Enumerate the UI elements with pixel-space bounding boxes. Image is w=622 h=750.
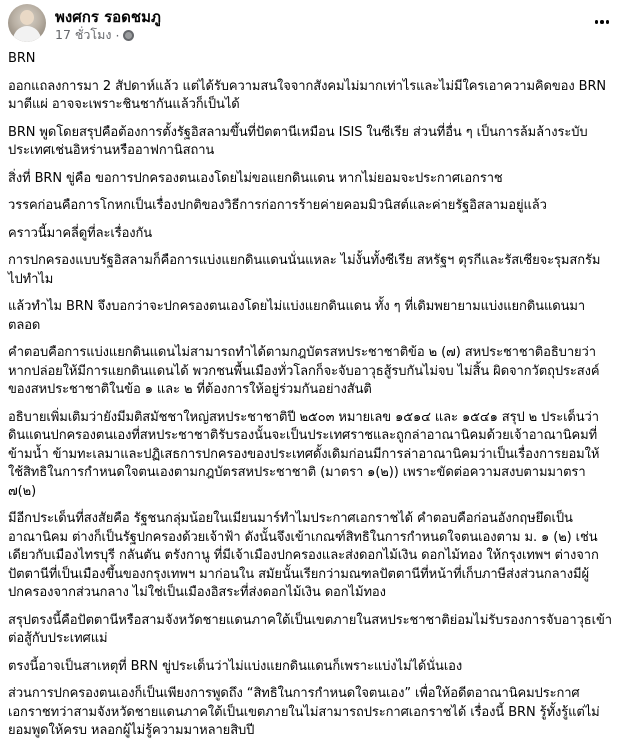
post-paragraph: คำตอบคือการแบ่งแยกดินแดนไม่สามารถทำได้ตามกฎบัตรสหประชาชาติข้อ ๒ (๗) สหประชาชาติอธิบายว่าหากปล่อยให้มีการแยกดินแดนได้ พวกชนพื้นเมืองทั่วโลกก็จะจับอาวุธสู้รบกันไม่จบ ไม่สิ้น ผิดจากวัตถุประสงค์ของสหประชาชาติในข้อ ๑ และ ๒ ที่ต้องการให้อยู่ร่วมกันอย่างสันติ	[8, 345, 600, 397]
avatar-body	[13, 26, 41, 42]
post-paragraph: วรรคก่อนคือการโกหกเป็นเรื่องปกติของวิธีการก่อการร้ายค่ายคอมมิวนิสต์และค่ายรัฐอิสลามอยู่แล้ว	[8, 198, 547, 213]
post-paragraph: BRN พูดโดยสรุปคือต้องการตั้งรัฐอิสลามขึ้นที่ปัตตานีเหมือน ISIS ในซีเรีย ส่วนที่อื่น ๆ เป็นการล้มล้างระบับประเทศเช่นอิหร่านหรืออาฟกานิสถาน	[8, 124, 588, 158]
post-timestamp[interactable]: 17 ชั่วโมง	[55, 27, 112, 42]
post-paragraph: มีอีกประเด็นที่สงสัยคือ รัฐชนกลุ่มน้อยในเมียนมาร์ทำไมประกาศเอกราชได้ คำตอบคือก่อนอังกฤษยึดเป็นอาณานิคม ต่างก็เป็นรัฐปกครองด้วยเจ้าฟ้า ดังนั้นจึงเข้าเกณฑ์สิทธิในการกำหนดใจตนเองตาม ม. ๑ (๒) เช่นเดียวกับเมืองไทรบุรี กลันตัน ตรังกานู ที่มีเจ้าเมืองปกครองและส่งดอกไม้เงิน ดอกไม้ทอง ให้กรุงเทพฯ ต่างจากปัตตานีที่เป็นเมืองขึ้นของกรุงเทพฯ มาก่อนใน สมัยนั้นเรียกว่ามณฑลปัตตานีที่หน้าที่เก็บภาษีส่งส่วนกลางมีผู้ปกครองจากส่วนกลาง ไม่ใช่เป็นเมืองอิสระที่ส่งดอกไม้เงิน ดอกไม้ทอง	[8, 511, 599, 600]
post-paragraph: BRN	[8, 51, 36, 66]
post-paragraph: คราวนี้มาคลี่ดูที่ละเรื่องกัน	[8, 225, 153, 241]
more-dot	[606, 20, 610, 24]
post-body	[8, 50, 614, 750]
post-meta	[55, 25, 134, 45]
post-paragraph: การปกครองแบบรัฐอิสลามก็คือการแบ่งแยกดินแดนนั่นแหละ ไม่งั้นทั้งซีเรีย สหรัฐฯ ตุรกีและรัสเซียจะรุมสกรัมไปทำไม	[8, 253, 601, 287]
more-dot	[600, 20, 604, 24]
post-paragraph: สิ่งที่ BRN ขู่คือ ขอการปกครองตนเองโดยไม่ขอแยกดินแดน หากไม่ยอมจะประกาศเอกราช	[8, 170, 503, 186]
post-paragraph: แล้วทำไม BRN จึงบอกว่าจะปกครองตนเองโดยไม่แบ่งแยกดินแดน ทั้ง ๆ ที่เดิมพยายามแบ่งแยกดินแดนมาตลอด	[8, 299, 586, 333]
globe-icon	[123, 30, 134, 41]
author-name[interactable]: พงศกร รอดชมภู	[55, 8, 161, 26]
post-paragraph: อธิบายเพิ่มเติมว่ายังมีมติสมัชชาใหญ่สหประชาชาติปี ๒๕๐๓ หมายเลข ๑๕๑๔ และ ๑๕๔๑ สรุป ๒ ประเด็นว่าดินแดนปกครองตนเองที่สหประชาชาติรับรองนั้นจะเป็นประเทศราชและถูกล่าอาณานิคมด้วยเจ้าอาณานิคมที่ข้ามน้ำ ข้ามทะเลมาและปฏิเสธการปกครองของประเทศดั้งเดิมก่อนมีการล่าอาณานิคมว่าเป็นเรื่องการยอมให้ใช้สิทธิในการกำหนดใจตนเองตามกฎบัตรสหประชาชาติ (มาตรา ๑(๒)) เพราะขัดต่อความสงบตามมาตรา ๗(๒)	[8, 409, 600, 499]
more-dot	[595, 20, 599, 24]
post-paragraph: สรุปตรงนี้คือปัตตานีหรือสามจังหวัดชายแดนภาคใต้เป็นเขตภายในสหประชาชาติย่อมไม่รับรองการจับอาวุธเข้าต่อสู้กับประเทศแม่	[8, 612, 612, 646]
post-paragraph: ส่วนการปกครองตนเองก็เป็นเพียงการพูดถึง “สิทธิในการกำหนดใจตนเอง” เพื่อให้อดีตอาณานิคมประกาศเอกราชทว่าสามจังหวัดชายแดนภาคใต้เป็นเขตภายในไม่สามารถประกาศเอกราชได้ เรื่องนี้ BRN รู้ทั้งรู้แต่ไม่ยอมพูดให้ครบ หลอกผู้ไม่รู้ความมาหลายสิบปี	[8, 686, 600, 738]
post-paragraph: ออกแถลงการมา 2 สัปดาห์แล้ว แต่ได้รับความสนใจจากสังคมไม่มากเท่าไรและไม่มีใครเอาความคิดของ BRN มาตีแผ่ อาจจะเพราะชินชากันแล้วก็เป็นได้	[8, 78, 607, 112]
avatar-head	[20, 10, 34, 25]
more-horizontal-icon[interactable]	[590, 10, 614, 34]
meta-separator: ·	[115, 27, 120, 43]
post-paragraph: ตรงนี้อาจเป็นสาเหตุที่ BRN ขู่ประเด็นว่าไม่แบ่งแยกดินแดนก็เพราะแบ่งไม่ได้นั่นเอง	[8, 658, 463, 674]
author-avatar[interactable]	[8, 4, 46, 42]
post-header	[0, 0, 622, 46]
